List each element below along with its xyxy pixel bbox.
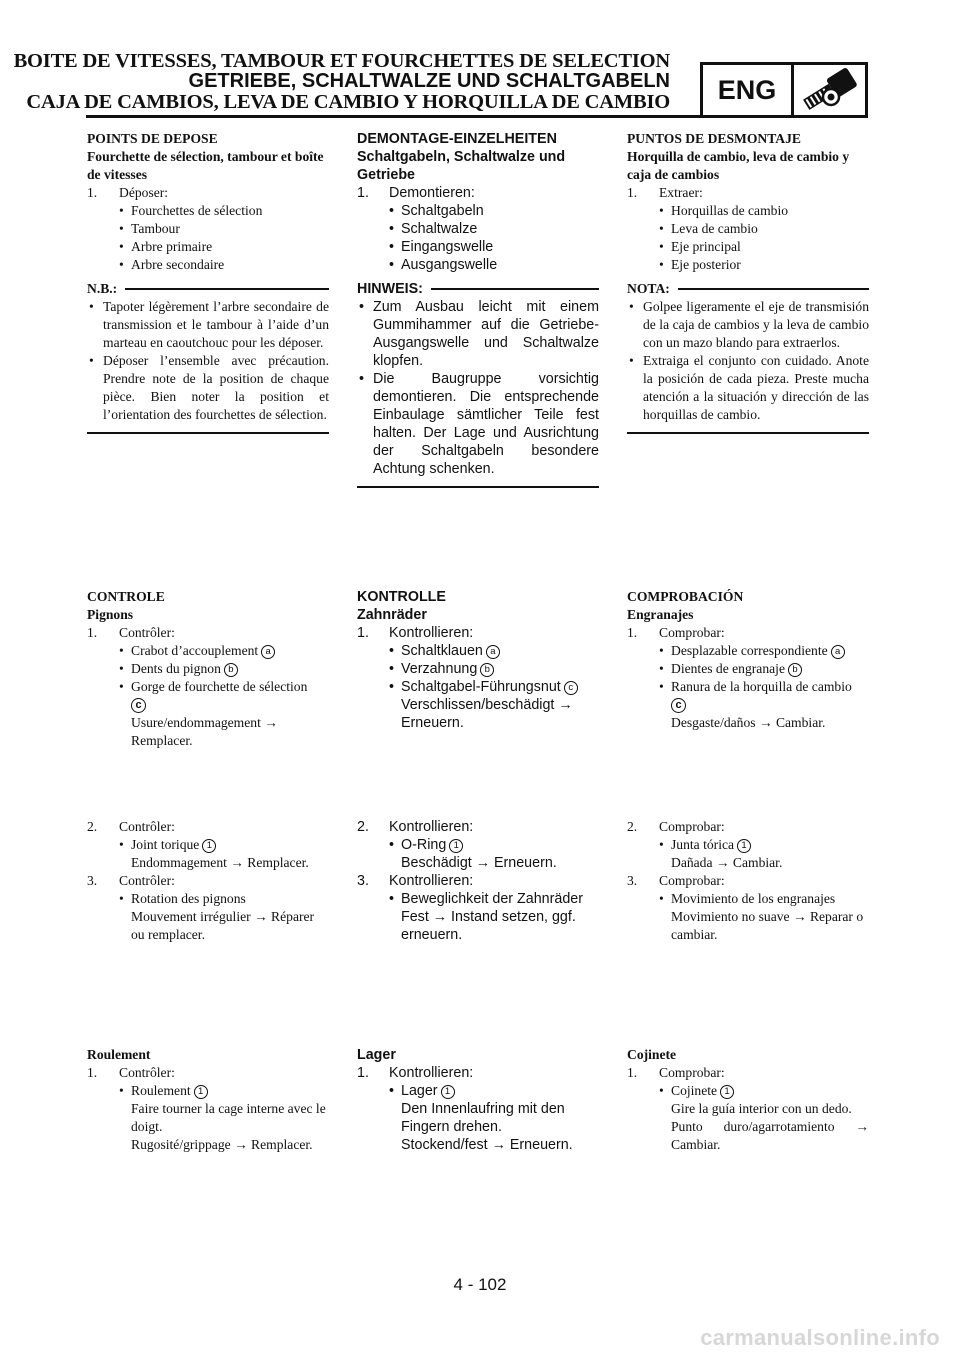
note-item: • Golpee ligeramente el eje de transmisión de la caja de cambios y la leva de cambio con un mazo blando para extraerlos. <box>627 298 869 352</box>
de-check-step-2 <box>357 818 599 836</box>
list-item: • Leva de cambio <box>627 220 869 238</box>
note-label: NOTA: <box>627 281 670 296</box>
result-text: Den Innenlaufring mit den Fingern drehen. <box>401 1101 565 1135</box>
note-item: • Die Baugruppe vorsichtig demontieren. Die entsprechende Einbaulage sämtlicher Teile fest halten. Der Lage und Ausrichtung der Schaltgabeln besondere Achtung schenken. <box>357 370 599 478</box>
list-item: • Eingangswelle <box>357 238 599 256</box>
list-item: • Rotation des pignons <box>87 890 329 908</box>
de-note-header <box>357 280 599 298</box>
list-item <box>627 1082 869 1100</box>
note-rule <box>431 288 599 290</box>
result-text: Gire la guía interior con un dedo. <box>671 1101 852 1116</box>
list-item: • Movimiento de los engranajes <box>627 890 869 908</box>
item-text: Junta tórica <box>671 837 735 852</box>
step-label: Contrôler: <box>119 873 175 888</box>
de-removal-title: DEMONTAGE-EINZELHEITEN <box>357 131 557 147</box>
marker-c: c <box>671 698 686 713</box>
list-item: • Arbre secondaire <box>87 256 329 274</box>
marker-c: c <box>131 698 146 713</box>
header-title-fr: BOITE DE VITESSES, TAMBOUR ET FOURCHETTES DE SELECTION <box>13 50 670 72</box>
step-label: Comprobar: <box>659 625 725 640</box>
note-item: • Extraiga el conjunto con cuidado. Anote la posición de cada pieza. Preste mucha atención a la situación y dirección de las horquillas de cambio. <box>627 352 869 424</box>
de-bearing-step <box>357 1064 599 1082</box>
es-bearing-step <box>627 1064 869 1082</box>
item-text: Joint torique <box>131 837 200 852</box>
fr-removal-subtitle: Fourchette de sélection, tambour et boîte de vitesses <box>87 149 324 182</box>
step-label: Contrôler: <box>119 819 175 834</box>
step-label: Comprobar: <box>659 873 725 888</box>
es-removal-subtitle: Horquilla de cambio, leva de cambio y caja de cambios <box>627 149 850 182</box>
step-label: Kontrollieren: <box>389 625 474 641</box>
marker-a: a <box>486 645 500 659</box>
step-label: Contrôler: <box>119 625 175 640</box>
result-text: Rugosité/grippage → Remplacer. <box>131 1137 313 1152</box>
es-check-subtitle: Engranajes <box>627 607 694 622</box>
note-end-rule <box>87 432 329 434</box>
note-end-rule <box>357 486 599 488</box>
note-item: • Tapoter légèrement l’arbre secondaire de transmission et le tambour à l’aide d’un marteau en caoutchouc pour les déposer. <box>87 298 329 352</box>
item-text: Schaltgabel-Führungsnut <box>401 679 561 695</box>
result-text: Desgaste/daños → Cambiar. <box>671 715 826 730</box>
step-label: Kontrollieren: <box>389 873 474 889</box>
list-item <box>87 678 329 714</box>
fr-removal-section <box>87 130 329 434</box>
step-label: Extraer: <box>659 185 703 200</box>
step-number: 1. <box>357 1065 369 1081</box>
list-item <box>87 1082 329 1100</box>
step-number: 1. <box>627 625 638 640</box>
step-number: 3. <box>87 873 98 888</box>
item-text: Dientes de engranaje <box>671 661 785 676</box>
step-label: Kontrollieren: <box>389 1065 474 1081</box>
list-item: • Eje principal <box>627 238 869 256</box>
result-text: Punto duro/agarrotamiento → Cambiar. <box>671 1119 869 1152</box>
result-text: Beschädigt → Erneuern. <box>401 855 557 871</box>
item-text: Ranura de la horquilla de cambio <box>671 679 852 694</box>
step-number: 1. <box>357 185 369 201</box>
list-item <box>357 1082 599 1100</box>
marker-b: b <box>224 663 238 677</box>
step-label: Kontrollieren: <box>389 819 474 835</box>
es-check-steps-2-3 <box>627 818 869 944</box>
marker-a: a <box>831 645 845 659</box>
marker-b: b <box>480 663 494 677</box>
step-number: 3. <box>627 873 638 888</box>
step-number: 2. <box>357 819 369 835</box>
fr-removal-title: POINTS DE DEPOSE <box>87 131 218 146</box>
step-label: Déposer: <box>119 185 169 200</box>
step-label: Demontieren: <box>389 185 475 201</box>
watermark: carmanualsonline.info <box>700 1325 940 1350</box>
note-end-rule <box>627 432 869 434</box>
note-rule <box>678 288 869 290</box>
de-check-section <box>357 588 599 732</box>
fr-check-steps-2-3 <box>87 818 329 944</box>
header-title-de: GETRIEBE, SCHALTWALZE UND SCHALTGABELN <box>188 70 670 92</box>
marker-a: a <box>261 645 275 659</box>
list-item <box>627 836 869 854</box>
item-text: Dents du pignon <box>131 661 221 676</box>
list-item <box>357 660 599 678</box>
result-text: Mouvement irrégulier → Réparer ou remplacer. <box>131 909 315 942</box>
eng-badge <box>700 62 868 118</box>
list-item: • Eje posterior <box>627 256 869 274</box>
fr-bearing-title: Roulement <box>87 1047 151 1062</box>
step-label: Comprobar: <box>659 1065 725 1080</box>
eng-badge-label: ENG <box>703 65 794 115</box>
es-check-step-2 <box>627 818 869 836</box>
fr-check-title: CONTROLE <box>87 589 165 604</box>
marker-c: c <box>564 681 578 695</box>
step-number: 1. <box>627 185 638 200</box>
list-item <box>627 660 869 678</box>
result-text: Dañada → Cambiar. <box>671 855 783 870</box>
item-text: O-Ring <box>401 837 447 853</box>
de-removal-section <box>357 130 599 488</box>
note-item: • Zum Ausbau leicht mit einem Gummihammer auf die Getriebe-Ausgangswelle und Schaltwalze klopfen. <box>357 298 599 370</box>
list-item: • Ausgangswelle <box>357 256 599 274</box>
es-removal-section <box>627 130 869 434</box>
es-check-step-3 <box>627 872 869 890</box>
de-check-step-1 <box>357 624 599 642</box>
step-number: 1. <box>87 1065 98 1080</box>
de-check-title: KONTROLLE <box>357 589 446 605</box>
es-check-section <box>627 588 869 732</box>
de-bearing-title: Lager <box>357 1047 396 1063</box>
list-item: • Horquillas de cambio <box>627 202 869 220</box>
item-text: Verzahnung <box>401 661 478 677</box>
marker-1: 1 <box>202 839 216 853</box>
list-item <box>627 642 869 660</box>
list-item <box>357 836 599 854</box>
list-item <box>87 660 329 678</box>
es-check-step-1 <box>627 624 869 642</box>
result-text: Verschlissen/beschädigt → Erneuern. <box>401 697 573 731</box>
step-label: Comprobar: <box>659 819 725 834</box>
item-text: Gorge de fourchette de sélection <box>131 679 308 694</box>
de-removal-step <box>357 184 599 202</box>
note-label: N.B.: <box>87 281 118 296</box>
marker-1: 1 <box>449 839 463 853</box>
list-item: • Tambour <box>87 220 329 238</box>
list-item: • Schaltwalze <box>357 220 599 238</box>
list-item: • Beweglichkeit der Zahnräder <box>357 890 599 908</box>
page-number: 4 - 102 <box>453 1275 507 1294</box>
list-item <box>87 642 329 660</box>
es-note-header <box>627 280 869 298</box>
list-item: • Schaltgabeln <box>357 202 599 220</box>
marker-1: 1 <box>737 839 751 853</box>
fr-check-step-1 <box>87 624 329 642</box>
result-text: Endommagement → Remplacer. <box>131 855 309 870</box>
list-item <box>87 836 329 854</box>
de-check-steps-2-3 <box>357 818 599 944</box>
result-text: Movimiento no suave → Reparar o cambiar. <box>671 909 864 942</box>
item-text: Roulement <box>131 1083 191 1098</box>
marker-1: 1 <box>441 1085 455 1099</box>
result-text: Stockend/fest → Erneuern. <box>401 1137 573 1153</box>
step-number: 2. <box>627 819 638 834</box>
de-check-subtitle: Zahnräder <box>357 607 427 623</box>
step-number: 1. <box>87 185 98 200</box>
item-text: Schaltklauen <box>401 643 483 659</box>
es-bearing-title: Cojinete <box>627 1047 677 1062</box>
list-item <box>627 678 869 714</box>
es-bearing-section <box>627 1046 869 1154</box>
item-text: Cojinete <box>671 1083 718 1098</box>
wrench-socket-icon <box>794 65 865 115</box>
result-text: Fest → Instand setzen, ggf. erneuern. <box>401 909 576 943</box>
step-number: 3. <box>357 873 369 889</box>
fr-note-header <box>87 280 329 298</box>
marker-1: 1 <box>194 1085 208 1099</box>
note-item: • Déposer l’ensemble avec précaution. Prendre note de la position de chaque pièce. Bien noter la position et l’orientation des fourchettes de sélection. <box>87 352 329 424</box>
step-number: 1. <box>87 625 98 640</box>
fr-bearing-section <box>87 1046 329 1154</box>
list-item: • Arbre primaire <box>87 238 329 256</box>
es-check-title: COMPROBACIÓN <box>627 589 744 604</box>
fr-check-subtitle: Pignons <box>87 607 134 622</box>
fr-removal-step <box>87 184 329 202</box>
fr-check-step-2 <box>87 818 329 836</box>
de-check-step-3 <box>357 872 599 890</box>
header-title-es: CAJA DE CAMBIOS, LEVA DE CAMBIO Y HORQUILLA DE CAMBIO <box>26 91 670 113</box>
item-text: Desplazable correspondiente <box>671 643 828 658</box>
list-item <box>357 642 599 660</box>
fr-check-section <box>87 588 329 750</box>
es-removal-title: PUNTOS DE DESMONTAJE <box>627 131 801 146</box>
step-number: 2. <box>87 819 98 834</box>
marker-b: b <box>788 663 802 677</box>
fr-bearing-step <box>87 1064 329 1082</box>
step-number: 1. <box>357 625 369 641</box>
result-text: Faire tourner la cage interne avec le doigt. <box>131 1101 326 1134</box>
note-label: HINWEIS: <box>357 281 423 297</box>
de-bearing-section <box>357 1046 599 1154</box>
list-item: • Fourchettes de sélection <box>87 202 329 220</box>
fr-check-step-3 <box>87 872 329 890</box>
item-text: Lager <box>401 1083 438 1099</box>
es-removal-step <box>627 184 869 202</box>
result-text: Usure/endommagement → Remplacer. <box>131 715 278 748</box>
item-text: Crabot d’accouplement <box>131 643 259 658</box>
marker-1: 1 <box>720 1085 734 1099</box>
note-rule <box>125 288 329 290</box>
list-item <box>357 678 599 696</box>
step-number: 1. <box>627 1065 638 1080</box>
step-label: Contrôler: <box>119 1065 175 1080</box>
de-removal-subtitle: Schaltgabeln, Schaltwalze und Getriebe <box>357 149 566 183</box>
